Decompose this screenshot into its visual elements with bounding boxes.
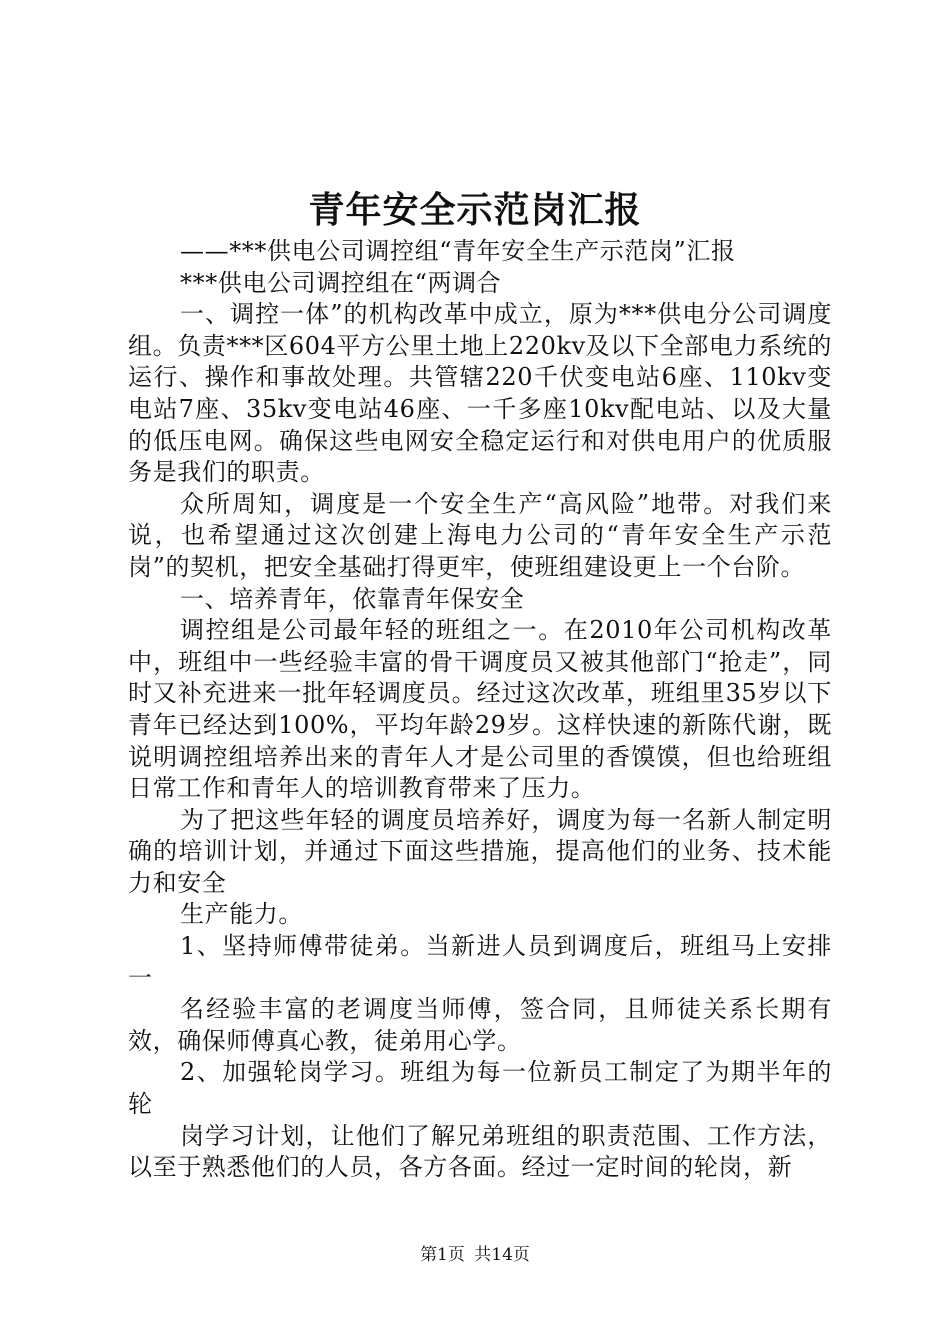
document-body (128, 236, 832, 1184)
page-total: 共14页 (474, 1245, 530, 1265)
page-number: 第1页 (420, 1245, 465, 1265)
body-paragraph: 生产能力。 (180, 900, 303, 929)
body-paragraph: 名经验丰富的老调度当师傅，签合同，且师徒关系长期有效，确保师傅真心教，徒弟用心学。 (128, 995, 832, 1055)
document-title: 青年安全示范岗汇报 (308, 189, 642, 231)
section-heading: 一、培养青年，依靠青年保安全 (180, 584, 525, 613)
body-paragraph: 为了把这些年轻的调度员培养好，调度为每一名新人制定明确的培训计划，并通过下面这些措施，提高他们的业务、技术能力和安全 (128, 805, 832, 897)
body-paragraph: 一、调控一体”的机构改革中成立，原为***供电分公司调度组。负责***区604平方公里土地上220kv及以下全部电力系统的运行、操作和事故处理。共管辖220千伏变电站6座、110kv变电站7座、35kv变电站46座、一千多座10kv配电站、以及大量的低压电网。确保这些电网安全稳定运行和对供电用户的优质服务是我们的职责。 (128, 300, 832, 487)
body-paragraph: ***供电公司调控组在“两调合 (180, 268, 502, 297)
subtitle-paragraph: ——***供电公司调控组“青年安全生产示范岗”汇报 (180, 237, 736, 265)
body-paragraph: 岗学习计划，让他们了解兄弟班组的职责范围、工作方法，以至于熟悉他们的人员，各方各面。经过一定时间的轮岗，新 (128, 1121, 832, 1182)
body-paragraph: 调控组是公司最年轻的班组之一。在2010年公司机构改革中，班组中一些经验丰富的骨干调度员又被其他部门“抢走”，同时又补充进来一批年轻调度员。经过这次改革，班组里35岁以下青年已经达到100%，平均年龄29岁。这样快速的新陈代谢，既说明调控组培养出来的青年人才是公司里的香馍馍，但也给班组日常工作和青年人的培训教育带来了压力。 (128, 616, 832, 803)
body-paragraph: 众所周知，调度是一个安全生产“高风险”地带。对我们来说，也希望通过这次创建上海电力公司的“青年安全生产示范岗”的契机，把安全基础打得更牢，使班组建设更上一个台阶。 (128, 489, 832, 581)
page-footer (0, 1244, 950, 1266)
body-paragraph: 1、坚持师傅带徒弟。当新进人员到调度后，班组马上安排一 (128, 932, 832, 992)
body-paragraph: 2、加强轮岗学习。班组为每一位新员工制定了为期半年的轮 (128, 1058, 832, 1119)
